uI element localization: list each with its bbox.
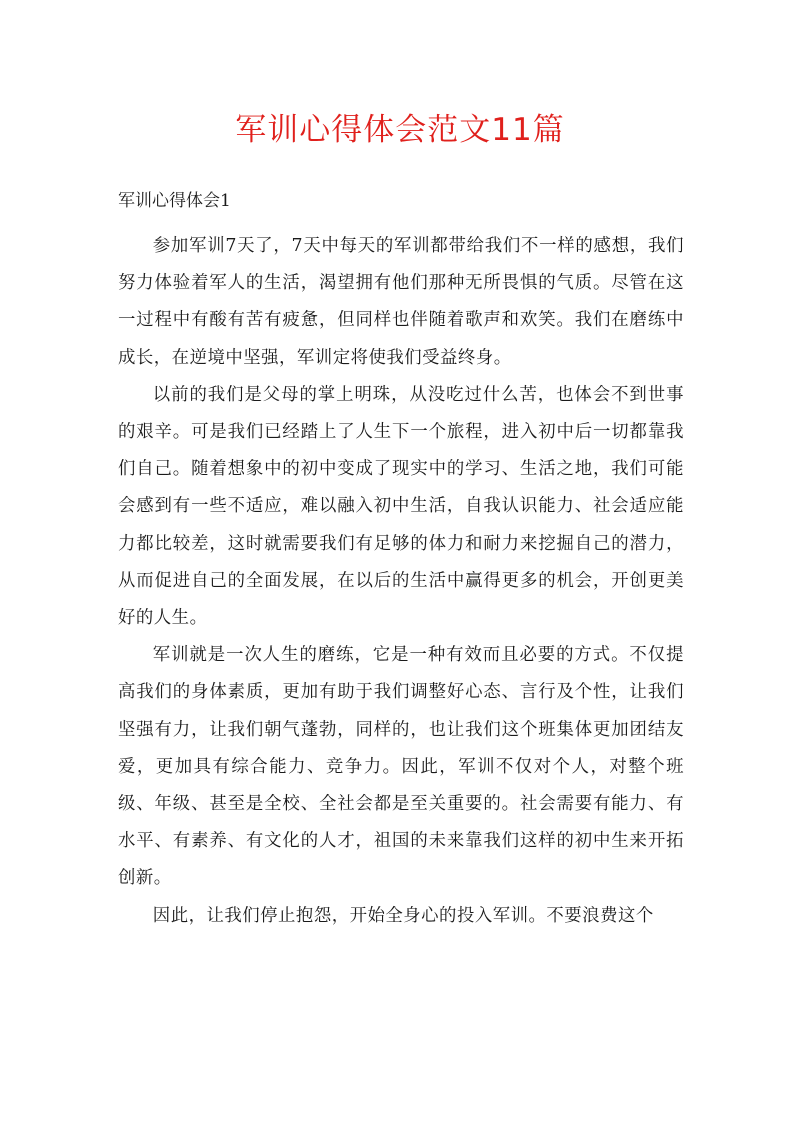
- paragraph-1: 参加军训7天了，7天中每天的军训都带给我们不一样的感想，我们努力体验着军人的生活，渴望拥有他们那种无所畏惧的气质。尽管在这一过程中有酸有苦有疲惫，但同样也伴随着歌声和欢笑。我们在磨练中成长，在逆境中坚强，军训定将使我们受益终身。: [118, 236, 684, 368]
- document-title: 军训心得体会范文11篇: [235, 112, 565, 148]
- paragraph-3: 军训就是一次人生的磨练，它是一种有效而且必要的方式。不仅提高我们的身体素质，更加有助于我们调整好心态、言行及个性，让我们坚强有力，让我们朝气蓬勃，同样的，也让我们这个班集体更加团结友爱，更加具有综合能力、竞争力。因此，军训不仅对个人，对整个班级、年级、甚至是全校、全社会都是至关重要的。社会需要有能力、有水平、有素养、有文化的人才，祖国的未来靠我们这样的初中生来开拓创新。: [118, 645, 684, 889]
- document-body: [118, 228, 684, 935]
- paragraph-4: 因此，让我们停止抱怨，开始全身心的投入军训。不要浪费这个: [152, 905, 654, 926]
- section-heading: 军训心得体会1: [118, 191, 231, 211]
- paragraph-2: 以前的我们是父母的掌上明珠，从没吃过什么苦，也体会不到世事的艰辛。可是我们已经踏上了人生下一个旅程，进入初中后一切都靠我们自己。随着想象中的初中变成了现实中的学习、生活之地，我们可能会感到有一些不适应，难以融入初中生活，自我认识能力、社会适应能力都比较差，这时就需要我们有足够的体力和耐力来挖掘自己的潜力，从而促进自己的全面发展，在以后的生活中赢得更多的机会，开创更美好的人生。: [118, 384, 684, 629]
